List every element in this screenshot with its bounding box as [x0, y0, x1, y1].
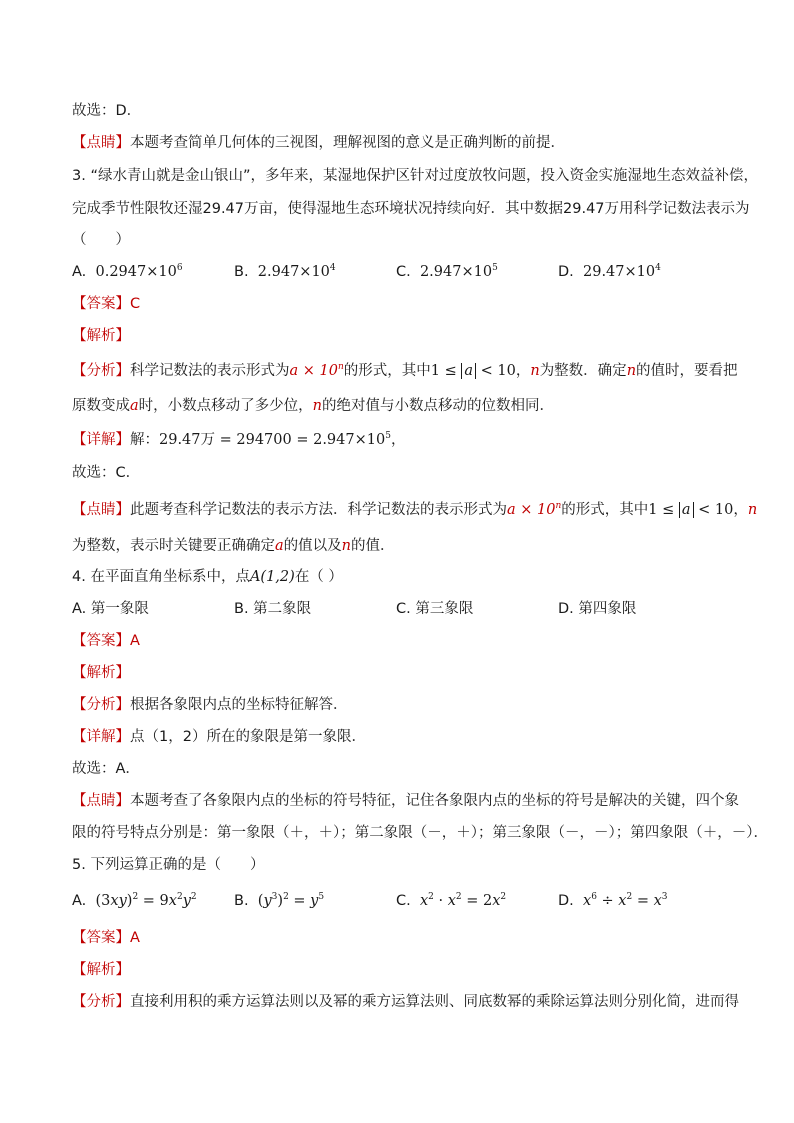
q4-detail: 【详解】点（1，2）所在的象限是第一象限．	[72, 729, 366, 745]
q5-option-b: B. $(y^3)^2 = y^5$	[234, 892, 325, 909]
q3-detail: 【详解】解：29.47万 = $294700 = 2.947\times 10^5$，	[72, 431, 406, 448]
q3-option-b: B. $2.947\times 10^4$	[234, 263, 336, 280]
q4-stem: 4. 在平面直角坐标系中，点A(1,2)在（ ）	[72, 569, 343, 585]
q4-comment-line1: 【点睛】本题考查了各象限内点的坐标的符号特征，记住各象限内点的坐标的符号是解决的关键，四个象	[72, 793, 739, 809]
q3-comment-line2: 为整数，表示时关键要正确确定a的值以及n的值．	[72, 538, 395, 554]
q3-jiexi: 【解析】	[72, 328, 130, 344]
q5-option-d: D. $x^6 \div x^2 = x^3$	[558, 892, 668, 909]
q4-jiexi: 【解析】	[72, 665, 130, 681]
q3-analysis-line2: 原数变成a时，小数点移动了多少位，n的绝对值与小数点移动的位数相同．	[72, 398, 554, 414]
q4-option-a: A. 第一象限	[72, 601, 149, 617]
q5-option-c: C. $x^2 \cdot x^2 = 2x^2$	[396, 892, 507, 909]
q4-analysis: 【分析】根据各象限内点的坐标特征解答．	[72, 697, 348, 713]
q3-comment-line1: 【点睛】此题考查科学记数法的表示方法．科学记数法的表示形式为$a \times 10^n$的形式，其中1 ≤ a < 10，n	[72, 501, 758, 518]
q3-stem-line3: （ ）	[72, 232, 130, 248]
q5-jiexi: 【解析】	[72, 962, 130, 978]
q4-choice: 故选：A．	[72, 761, 140, 777]
q4-answer: 【答案】A	[72, 633, 140, 649]
q4-comment-line2: 限的符号特点分别是：第一象限（＋，＋）；第二象限（－，＋）；第三象限（－，－）；第四象限（＋，－）．	[72, 825, 768, 841]
q4-option-d: D. 第四象限	[558, 601, 637, 617]
q3-option-d: D. $29.47\times 10^4$	[558, 263, 661, 280]
q3-option-c: C. $2.947\times 10^5$	[396, 263, 498, 280]
q3-stem-line2: 完成季节性限牧还湿29.47万亩，使得湿地生态环境状况持续向好．其中数据29.47万用科学记数法表示为	[72, 201, 750, 217]
q3-analysis-line1: 【分析】科学记数法的表示形式为$a \times 10^n$的形式，其中1 ≤ a < 10，n为整数．确定n的值时，要看把	[72, 362, 738, 379]
q5-option-a: A. $(3xy)^2 = 9x^2y^2$	[72, 892, 197, 909]
q2-choice: 故选：D．	[72, 103, 142, 119]
q5-answer: 【答案】A	[72, 930, 140, 946]
q4-option-c: C. 第三象限	[396, 601, 474, 617]
q4-option-b: B. 第二象限	[234, 601, 312, 617]
q3-option-a: A. $0.2947\times 10^6$	[72, 263, 183, 280]
q2-comment: 【点睛】本题考查简单几何体的三视图，理解视图的意义是正确判断的前提．	[72, 135, 565, 151]
q3-choice: 故选：C．	[72, 465, 141, 481]
q3-answer: 【答案】C	[72, 296, 141, 312]
q5-analysis: 【分析】直接利用积的乘方运算法则以及幂的乘方运算法则、同底数幂的乘除运算法则分别化简，进而得	[72, 994, 739, 1010]
q3-stem-line1: 3. “绿水青山就是金山银山”，多年来，某湿地保护区针对过度放牧问题，投入资金实施湿地生态效益补偿，	[72, 168, 758, 184]
q5-stem: 5. 下列运算正确的是（ ）	[72, 857, 265, 873]
